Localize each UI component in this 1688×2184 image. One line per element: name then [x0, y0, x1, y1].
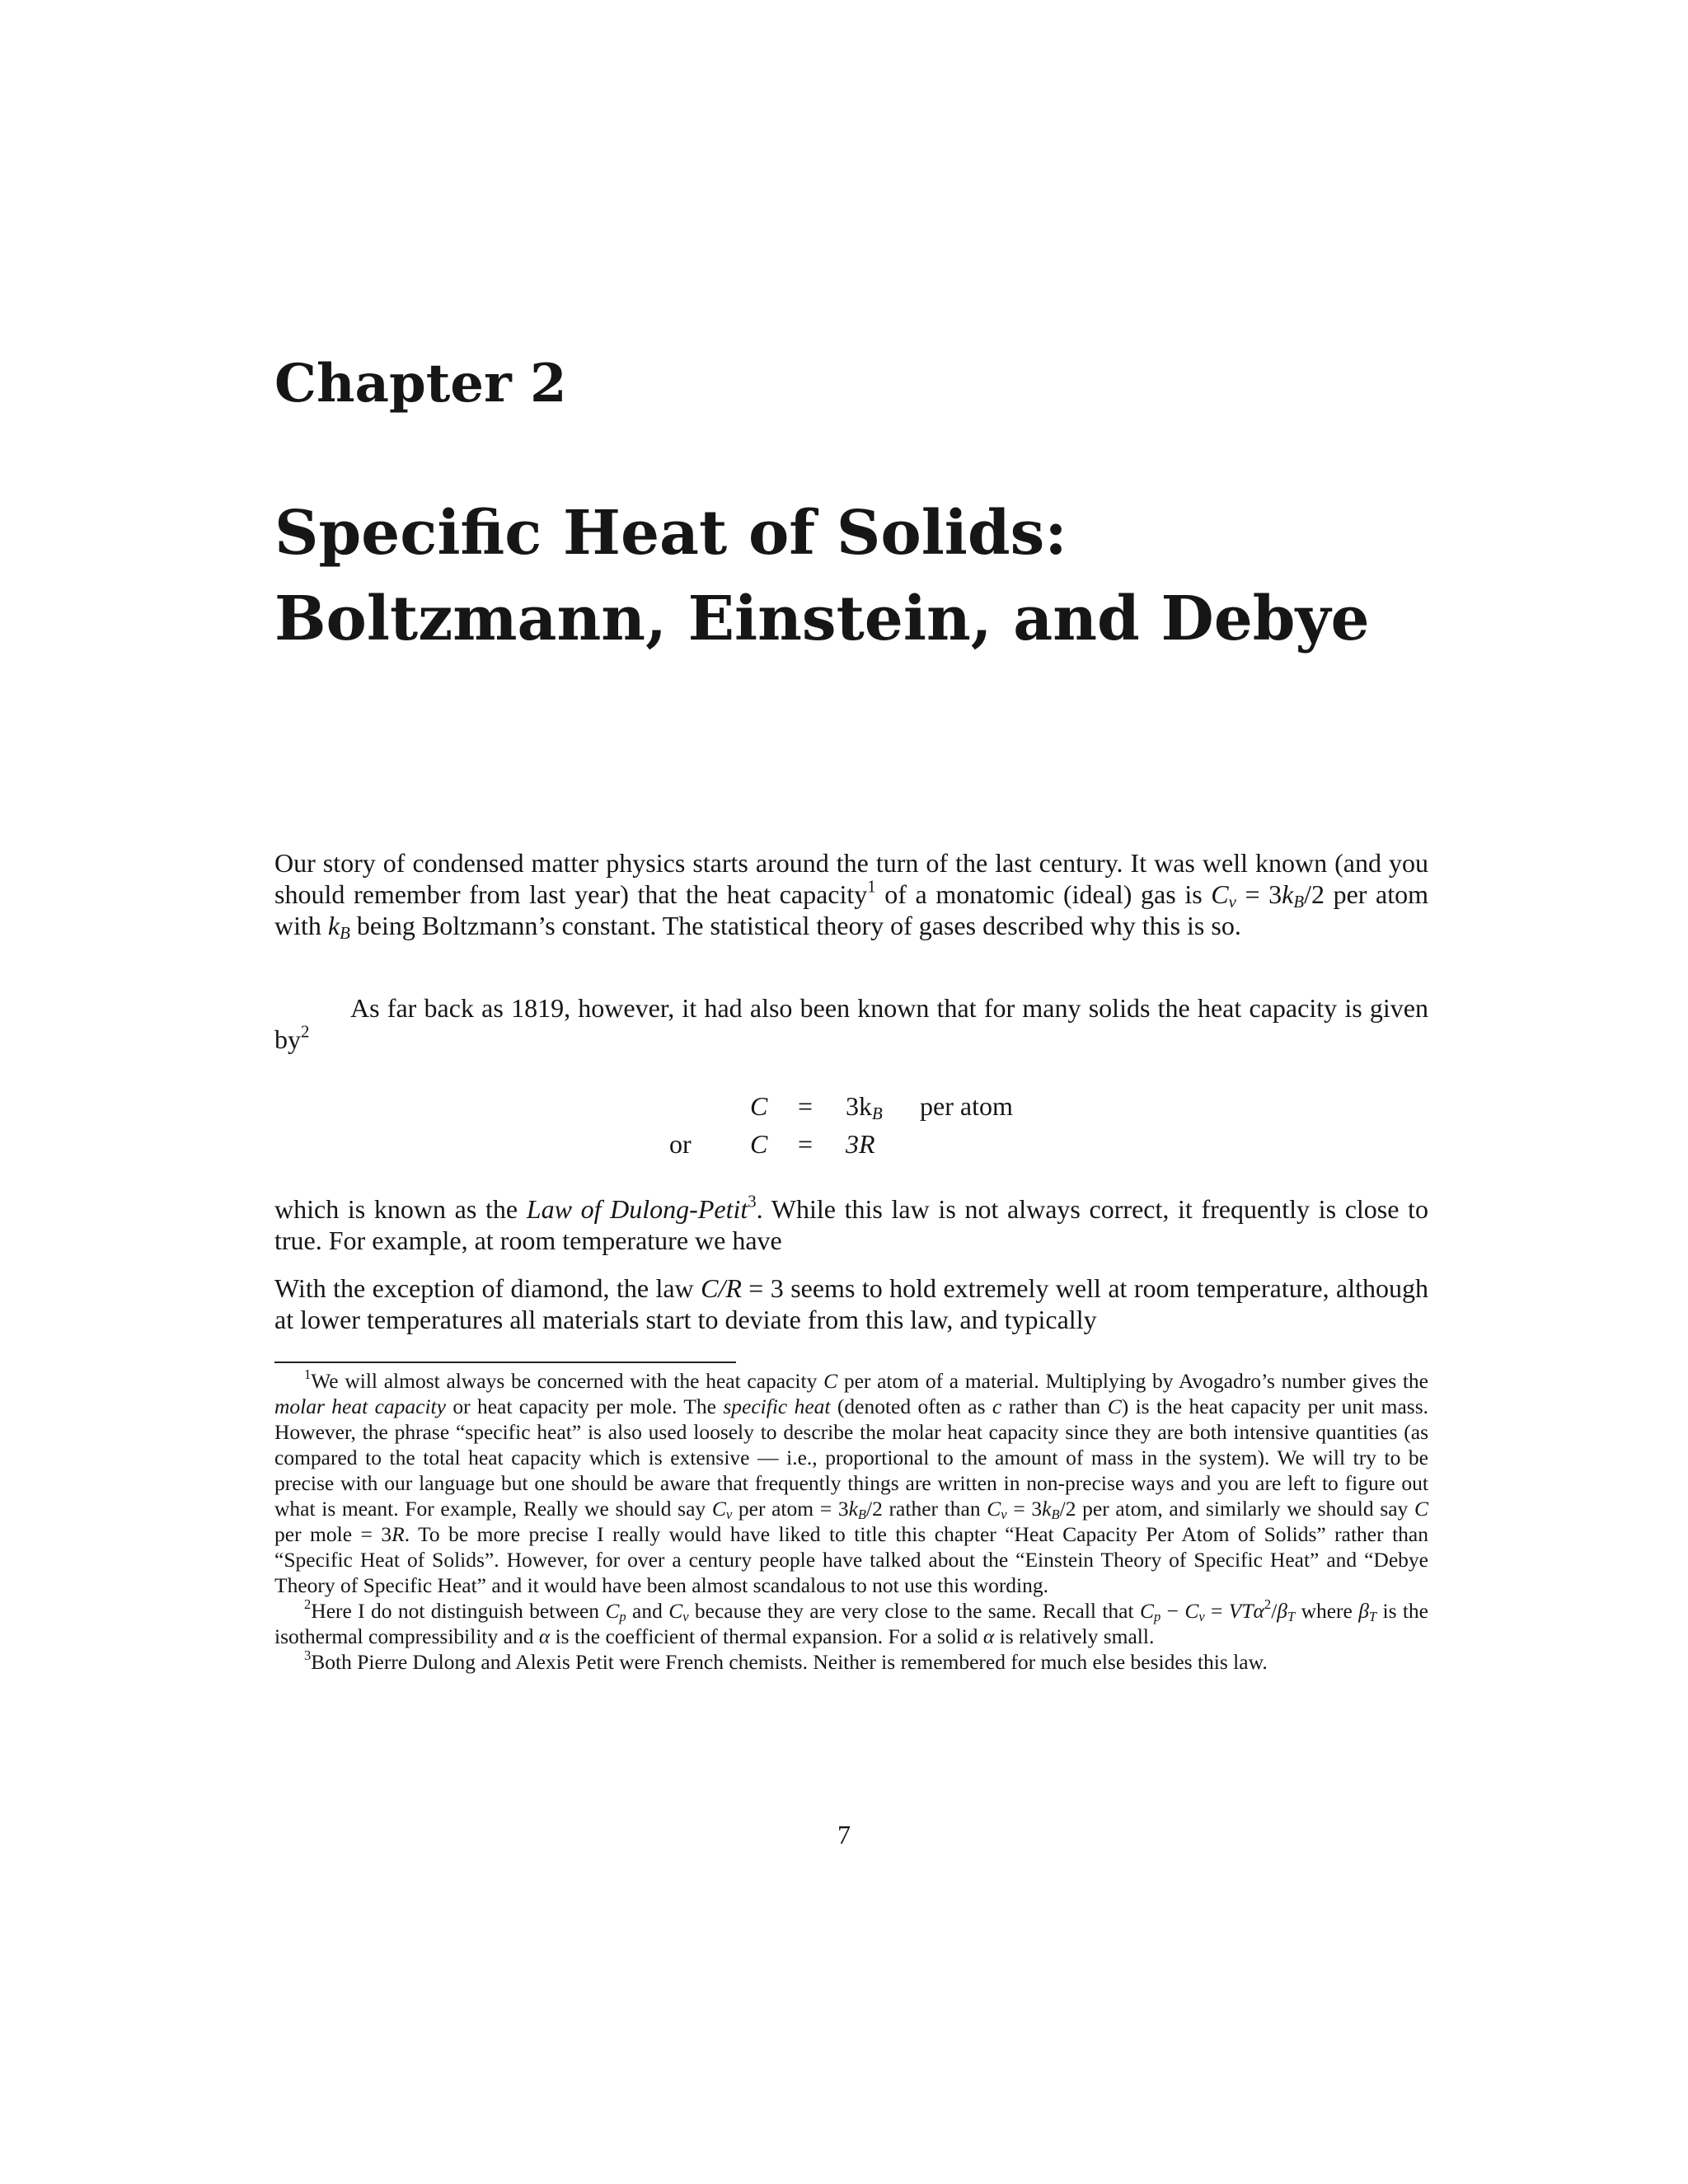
paragraph-text: /2 per atom with	[274, 879, 1429, 940]
equation-rhs	[846, 1088, 883, 1124]
math-subscript: B	[340, 924, 350, 944]
math-symbol: β	[1358, 1599, 1369, 1623]
chapter-title	[274, 490, 1370, 662]
math-symbol: C	[987, 1497, 1001, 1521]
math-symbol: C	[1139, 1599, 1154, 1623]
math-symbol: C	[823, 1369, 838, 1393]
math-symbol: C	[605, 1599, 620, 1623]
paragraph-intro	[274, 847, 1429, 944]
math-symbol: c	[992, 1394, 1002, 1418]
footnote-text: where	[1295, 1599, 1359, 1623]
law-name: Law of Dulong-Petit	[526, 1194, 748, 1224]
paragraph-text: = 3	[1236, 879, 1282, 909]
footnote-text: per atom of a material. Multiplying by Avogadro’s number gives the	[837, 1369, 1429, 1393]
paragraph-text: With the exception of diamond, the law	[274, 1273, 701, 1303]
math-expression: C/R	[701, 1273, 742, 1303]
footnote-text: /	[1271, 1599, 1278, 1623]
footnote-text: −	[1160, 1599, 1185, 1623]
footnote-1	[274, 1368, 1428, 1598]
footnotes	[274, 1368, 1428, 1675]
math-symbol: k	[848, 1497, 858, 1521]
footnote-text: . To be more precise I really would have liked to title this chapter “Heat Capacity Per Atom of Solids” rather than “Specific Heat of Solids”. However, for over a century people have talked about the “Einstein Theory of Specific Heat” and “Debye Theory of Specific Heat” and it would have been almost scandalous to not use this wording.	[274, 1522, 1428, 1597]
equation-row-2	[0, 1126, 1688, 1162]
equation-operator: =	[798, 1091, 814, 1121]
emphasis: molar heat capacity	[274, 1394, 446, 1418]
footnote-text: = 3	[1006, 1497, 1043, 1521]
math-subscript: p	[619, 1609, 626, 1625]
paragraph-text: Our story of condensed matter physics starts around the turn of the last century. It was well known (and you should remember from last year) that the heat capacity	[274, 848, 1428, 909]
footnote-text: and	[626, 1599, 669, 1623]
footnote-text: =	[1204, 1599, 1229, 1623]
page-number: 7	[837, 1820, 851, 1849]
equation-note: per atom	[920, 1091, 1013, 1121]
equation-rhs: 3R	[846, 1129, 875, 1159]
emphasis: specific heat	[723, 1394, 831, 1418]
paragraph-dulong-petit	[274, 1193, 1428, 1256]
math-subscript: B	[872, 1104, 883, 1124]
equation-rhs-text: 3k	[846, 1091, 872, 1121]
equation-lhs: C	[750, 1091, 768, 1121]
footnote-mark: 3	[304, 1647, 312, 1664]
chapter-label: Chapter 2	[274, 353, 567, 415]
footnote-text: is relatively small.	[994, 1624, 1155, 1648]
math-subscript: B	[857, 1507, 867, 1523]
footnote-text: /2 rather than	[866, 1497, 987, 1521]
math-symbol: VTα	[1228, 1599, 1264, 1623]
paragraph-text: being Boltzmann’s constant. The statistical theory of gases described why this is so.	[349, 911, 1241, 940]
chapter-title-line-1: Specific Heat of Solids:	[274, 498, 1067, 569]
math-subscript: p	[1153, 1609, 1161, 1625]
math-symbol: k	[1282, 879, 1294, 909]
footnote-text: ) is the heat capacity per unit mass. However, the phrase “specific heat” is also used loosely to describe the molar heat capacity since they are both intensive quantities (as compared to the total heat capacity which is extensive — i.e., proportional to the amount of mass in the system). We will try to be precise with our language but one should be aware that frequently things are written in non-precise ways and you are left to figure out what is meant. For example, Really we should say	[274, 1394, 1428, 1521]
paragraph-dulong-intro	[274, 992, 1428, 1055]
footnote-text: is the coefficient of thermal expansion. For a solid	[550, 1624, 983, 1648]
equation-row-1	[0, 1088, 1688, 1124]
paragraph-text: of a monatomic (ideal) gas is	[875, 879, 1212, 909]
math-subscript: v	[1198, 1609, 1205, 1625]
footnote-text: rather than	[1001, 1394, 1108, 1418]
math-subscript: v	[682, 1609, 689, 1625]
math-symbol: C	[1414, 1497, 1429, 1521]
paragraph-text: . While this law is not always correct, it frequently is close to true. For example, at room temperature we have	[274, 1194, 1429, 1255]
math-subscript: T	[1368, 1609, 1377, 1625]
math-symbol: C	[1211, 879, 1229, 909]
math-symbol: α	[982, 1624, 995, 1648]
footnote-text: per atom = 3	[732, 1497, 849, 1521]
math-subscript: v	[1001, 1507, 1007, 1523]
footnote-divider	[274, 1361, 736, 1363]
math-symbol: C	[711, 1497, 726, 1521]
footnote-3	[274, 1649, 1428, 1675]
math-symbol: α	[538, 1624, 551, 1648]
math-symbol: k	[1042, 1497, 1052, 1521]
footnote-ref-1: 1	[867, 877, 876, 897]
math-symbol: C	[668, 1599, 683, 1623]
footnote-text: because they are very close to the same. Recall that	[688, 1599, 1140, 1623]
math-subscript: v	[1228, 893, 1236, 912]
math-subscript: B	[1293, 893, 1305, 912]
footnote-ref-2: 2	[301, 1022, 310, 1042]
paragraph-text: As far back as 1819, however, it had also been known that for many solids the heat capacity is given by	[274, 993, 1428, 1054]
footnote-text: per mole = 3	[274, 1522, 392, 1546]
footnote-text: We will almost always be concerned with the heat capacity	[311, 1369, 824, 1393]
equation-prefix: or	[669, 1129, 692, 1159]
equation-operator: =	[798, 1129, 814, 1159]
math-subscript: v	[725, 1507, 733, 1523]
equation-lhs: C	[750, 1129, 768, 1159]
footnote-mark: 1	[304, 1366, 312, 1383]
footnote-text: Here I do not distinguish between	[311, 1599, 606, 1623]
equation-block	[0, 1088, 1688, 1162]
paragraph-text: which is known as the	[274, 1194, 527, 1224]
math-symbol: C	[1107, 1394, 1122, 1418]
math-subscript: B	[1051, 1507, 1060, 1523]
chapter-title-line-2: Boltzmann, Einstein, and Debye	[274, 583, 1370, 654]
math-symbol: R	[392, 1522, 405, 1546]
footnote-text: Both Pierre Dulong and Alexis Petit were French chemists. Neither is remembered for much else besides this law.	[311, 1650, 1268, 1674]
footnote-mark: 2	[304, 1596, 312, 1613]
footnote-text: or heat capacity per mole. The	[445, 1394, 724, 1418]
footnote-text: (denoted often as	[830, 1394, 992, 1418]
footnote-text: is the isothermal compressibility and	[274, 1599, 1428, 1648]
paragraph-text: = 3 seems to hold extremely well at room temperature, although at lower temperatures all materials start to deviate from this law, and typically	[274, 1273, 1429, 1334]
math-superscript: 2	[1264, 1596, 1272, 1613]
paragraph-diamond	[274, 1272, 1428, 1335]
footnote-2	[274, 1598, 1428, 1649]
math-symbol: C	[1184, 1599, 1199, 1623]
math-symbol: k	[327, 911, 340, 940]
math-subscript: T	[1287, 1609, 1296, 1625]
footnote-ref-3: 3	[748, 1192, 757, 1212]
math-symbol: β	[1277, 1599, 1287, 1623]
footnote-text: /2 per atom, and similarly we should say	[1059, 1497, 1414, 1521]
